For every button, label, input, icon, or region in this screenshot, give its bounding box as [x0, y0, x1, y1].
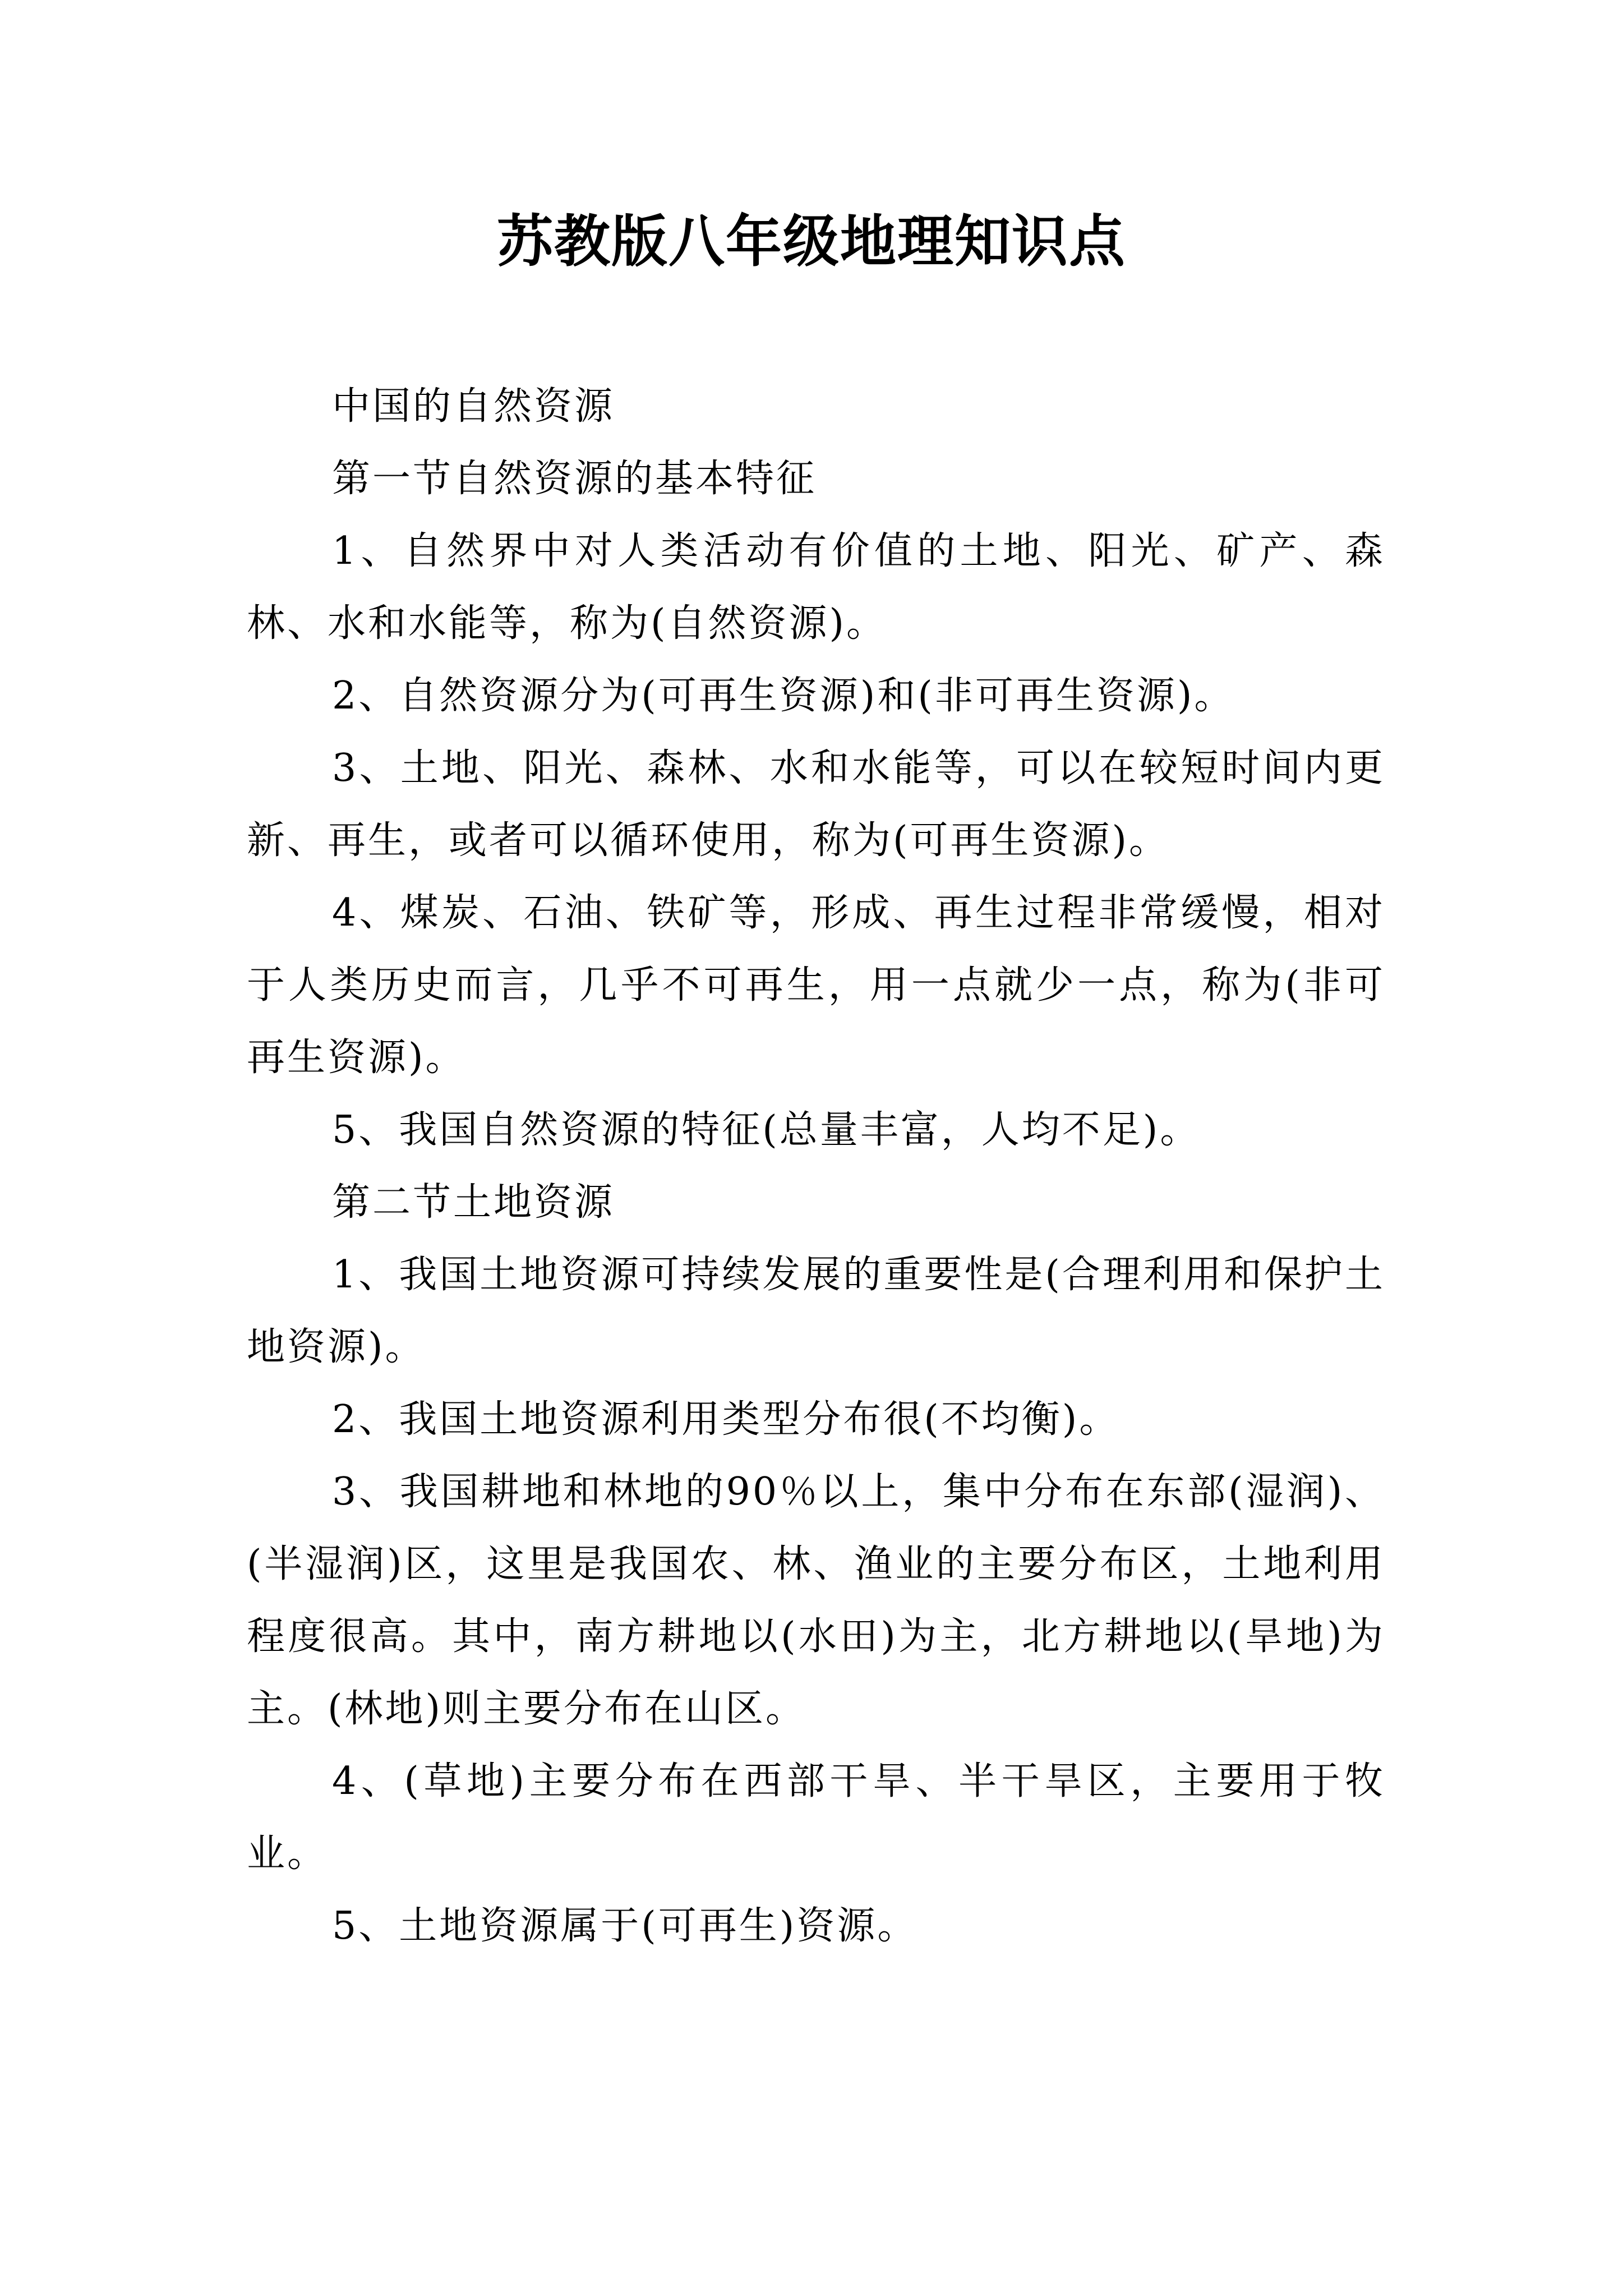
paragraph-land-point-3: 3、我国耕地和林地的90％以上，集中分布在东部(湿润)、(半湿润)区，这里是我国农、林、渔业的主要分布区，土地利用程度很高。其中，南方耕地以(水田)为主，北方耕地以(旱地)为主。(林地)则主要分布在山区。: [247, 1470, 1385, 1731]
paragraph-point-5: 5、我国自然资源的特征(总量丰富，人均不足)。: [332, 1108, 1201, 1152]
paragraph-point-2: 2、自然资源分为(可再生资源)和(非可再生资源)。: [332, 674, 1235, 718]
document-body: [247, 370, 1385, 1962]
paragraph-land-point-5: 5、土地资源属于(可再生)资源。: [332, 1904, 918, 1948]
paragraph-point-3: 3、土地、阳光、森林、水和水能等，可以在较短时间内更新、再生，或者可以循环使用，称为(可再生资源)。: [247, 746, 1385, 863]
paragraph-land-point-4: 4、(草地)主要分布在西部干旱、半干旱区，主要用于牧业。: [247, 1759, 1385, 1876]
paragraph-point-1: 1、自然界中对人类活动有价值的土地、阳光、矿产、森林、水和水能等，称为(自然资源)。: [247, 529, 1385, 646]
paragraph-land-point-2: 2、我国土地资源利用类型分布很(不均衡)。: [332, 1397, 1120, 1442]
paragraph-land-point-1: 1、我国土地资源可持续发展的重要性是(合理利用和保护土地资源)。: [247, 1253, 1385, 1369]
paragraph-subsection-heading-2: 第二节土地资源: [332, 1180, 615, 1225]
document-title: 苏教版八年级地理知识点: [497, 208, 1126, 274]
paragraph-section-heading: 中国的自然资源: [332, 384, 615, 429]
paragraph-point-4: 4、煤炭、石油、铁矿等，形成、再生过程非常缓慢，相对于人类历史而言，几乎不可再生，用一点就少一点，称为(非可再生资源)。: [247, 891, 1385, 1080]
paragraph-subsection-heading-1: 第一节自然资源的基本特征: [332, 457, 817, 501]
